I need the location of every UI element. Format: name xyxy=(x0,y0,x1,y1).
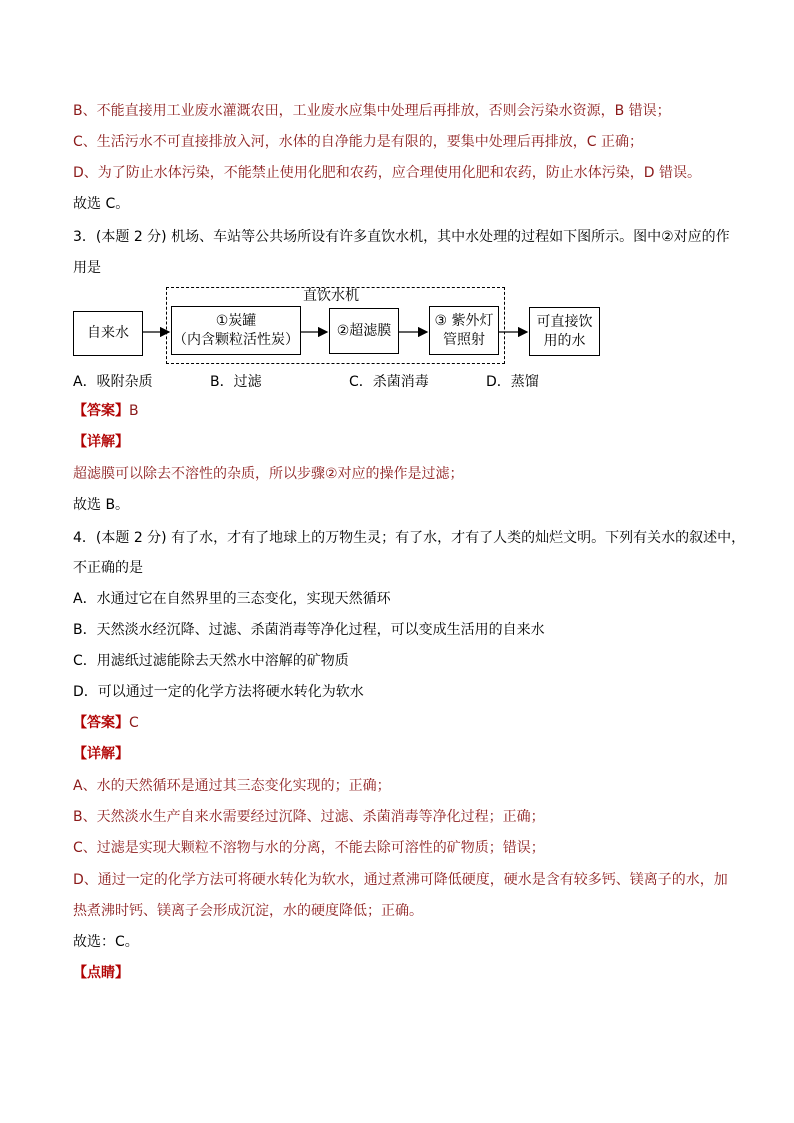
q3-detail-label: 【详解】 xyxy=(73,434,129,450)
q4-detail-line-d-cont: 热煮沸时钙、镁离子会形成沉淀，水的硬度降低；正确。 xyxy=(73,903,423,919)
q4-answer-label: 【答案】 xyxy=(73,715,129,731)
step3-label-line1: ③ 紫外灯 xyxy=(434,312,494,329)
q4-detail-line-c: C、过滤是实现大颗粒不溶物与水的分离，不能去除可溶性的矿物质；错误； xyxy=(73,840,545,856)
q3-stem-line1: 3．(本题 2 分) 机场、车站等公共场所设有许多直饮水机，其中水处理的过程如下图所示。图中②对应的作 xyxy=(73,229,730,245)
q4-comment-label: 【点睛】 xyxy=(73,965,129,981)
q3-stem-line2: 用是 xyxy=(73,260,101,276)
step1-label-line2: （内含颗粒活性炭） xyxy=(173,331,299,348)
q4-option-a[interactable]: A．水通过它在自然界里的三态变化，实现天然循环 xyxy=(73,591,391,607)
q3-options xyxy=(73,372,713,392)
q4-option-b[interactable]: B．天然淡水经沉降、过滤、杀菌消毒等净化过程，可以变成生活用的自来水 xyxy=(73,622,545,638)
q4-detail-line-d: D、通过一定的化学方法可将硬水转化为软水，通过煮沸可降低硬度，硬水是含有较多钙、镁离子的水，加 xyxy=(73,872,728,888)
q4-detail-label: 【详解】 xyxy=(73,746,129,762)
q4-answer xyxy=(73,713,139,733)
prev-conclusion: 故选 C。 xyxy=(73,196,130,212)
step3-label-line2: 管照射 xyxy=(443,331,485,348)
q4-option-c[interactable]: C．用滤纸过滤能除去天然水中溶解的矿物质 xyxy=(73,653,349,669)
q4-detail-line-a: A、水的天然循环是通过其三态变化实现的；正确； xyxy=(73,778,391,794)
q3-option-d[interactable]: D．蒸馏 xyxy=(486,374,539,390)
output-label-line2: 用的水 xyxy=(543,332,586,349)
q3-option-c[interactable]: C．杀菌消毒 xyxy=(349,374,429,390)
q4-conclusion: 故选：C。 xyxy=(73,934,139,950)
q3-conclusion: 故选 B。 xyxy=(73,497,130,513)
q3-option-b[interactable]: B．过滤 xyxy=(210,374,262,390)
prev-explanation-d: D、为了防止水体污染，不能禁止使用化肥和农药，应合理使用化肥和农药，防止水体污染，D 错误。 xyxy=(73,165,702,181)
output-label-line1: 可直接饮 xyxy=(536,313,593,330)
q4-detail-line-b: B、天然淡水生产自来水需要经过沉降、过滤、杀菌消毒等净化过程；正确； xyxy=(73,809,545,825)
q4-option-d[interactable]: D．可以通过一定的化学方法将硬水转化为软水 xyxy=(73,684,364,700)
q4-stem-line1: 4．(本题 2 分) 有了水，才有了地球上的万物生灵；有了水，才有了人类的灿烂文明。下列有关水的叙述中， xyxy=(73,530,746,546)
dispenser-group-label: 直饮水机 xyxy=(303,288,359,304)
prev-explanation-c: C、生活污水不可直接排放入河，水体的自净能力是有限的，要集中处理后再排放，C 正确； xyxy=(73,134,643,150)
q3-detail-text: 超滤膜可以除去不溶性的杂质，所以步骤②对应的操作是过滤； xyxy=(73,466,464,482)
prev-explanation-b: B、不能直接用工业废水灌溉农田，工业废水应集中处理后再排放，否则会污染水资源，B 错误； xyxy=(73,103,671,119)
q4-stem-line2: 不正确的是 xyxy=(73,560,143,576)
source-label: 自来水 xyxy=(87,325,129,341)
q3-answer xyxy=(73,401,139,421)
q4-answer-value: C xyxy=(129,715,139,731)
q3-answer-value: B xyxy=(129,403,139,419)
step2-label: ②超滤膜 xyxy=(336,322,392,339)
q3-option-a[interactable]: A．吸附杂质 xyxy=(73,374,153,390)
step1-label-line1: ①炭罐 xyxy=(215,312,257,329)
q3-answer-label: 【答案】 xyxy=(73,403,129,419)
